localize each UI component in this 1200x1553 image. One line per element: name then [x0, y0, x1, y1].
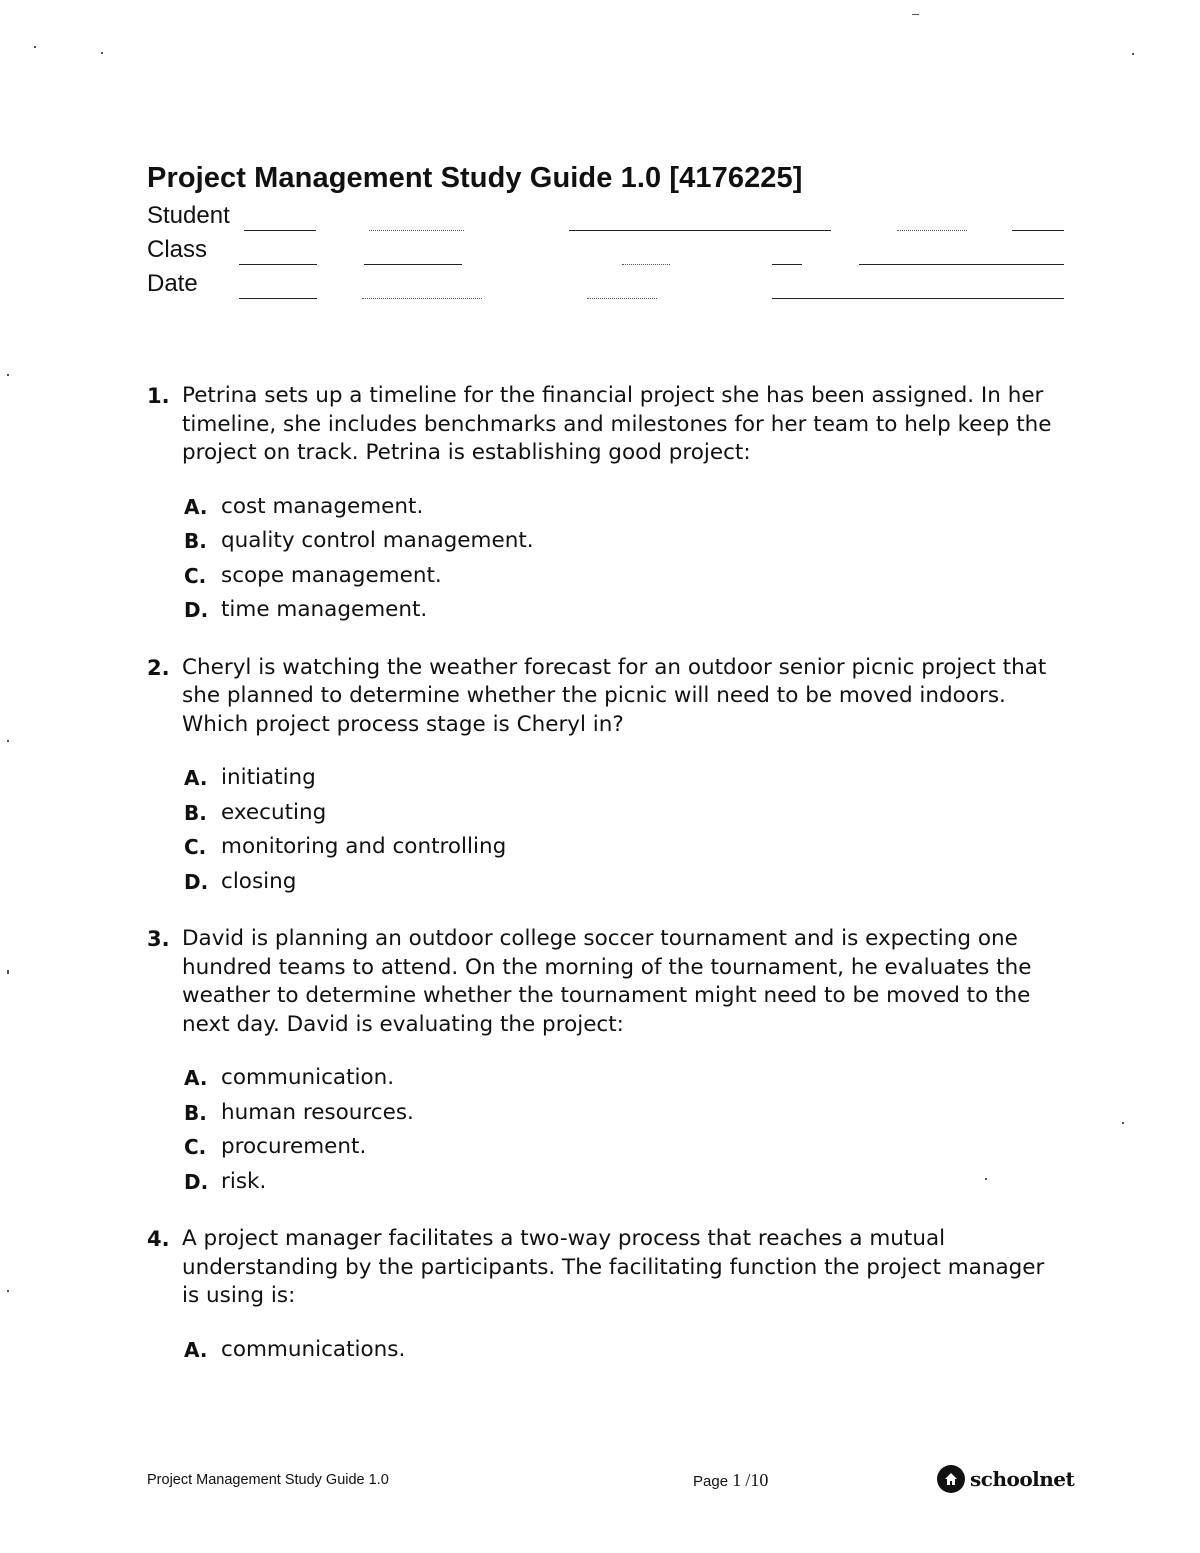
option-letter: A. — [184, 494, 208, 519]
question-text: Cheryl is watching the weather forecast for an outdoor senior picnic project that she planned to determine whether the picnic will need to be moved indoors. Which project process stage is Cheryl in? — [182, 654, 1047, 737]
scan-speck — [7, 374, 9, 376]
date-line-extra — [587, 298, 657, 299]
schoolnet-logo — [937, 1465, 1074, 1493]
page-label: Page — [693, 1473, 729, 1490]
option-text: closing — [221, 868, 297, 894]
page-title: Project Management Study Guide 1.0 [4176225] — [147, 162, 803, 194]
option-text: monitoring and controlling — [221, 834, 507, 859]
date-line-extra — [772, 298, 1064, 299]
student-line — [244, 230, 316, 231]
answer-options — [184, 490, 1067, 628]
class-line — [239, 264, 317, 265]
option-text: initiating — [221, 765, 316, 790]
class-label: Class — [147, 236, 208, 263]
option-text: risk. — [221, 1168, 267, 1194]
option-letter: A. — [184, 1337, 208, 1362]
scan-speck — [985, 1178, 987, 1180]
option-letter: B. — [184, 800, 207, 825]
class-line-extra — [364, 264, 462, 265]
date-label: Date — [147, 270, 198, 297]
page-total: 10 — [750, 1470, 769, 1490]
footer-document-title: Project Management Study Guide 1.0 — [147, 1472, 389, 1488]
option-text: cost management. — [221, 493, 424, 519]
student-label: Student — [147, 202, 230, 229]
student-line-extra — [1012, 230, 1064, 231]
date-field — [147, 270, 1067, 304]
question-4 — [147, 1225, 1067, 1367]
option-letter: B. — [184, 1100, 207, 1125]
answer-option — [184, 1130, 1067, 1165]
scan-speck — [7, 740, 9, 742]
option-letter: A. — [184, 766, 208, 790]
answer-option — [184, 796, 1067, 831]
option-text: procurement. — [221, 1134, 367, 1159]
brand-name: schoolnet — [970, 1467, 1075, 1491]
option-text: communications. — [221, 1336, 406, 1362]
option-text: executing — [221, 799, 327, 825]
answer-option — [184, 865, 1067, 900]
answer-options — [184, 1333, 1067, 1368]
option-text: time management. — [221, 597, 428, 622]
question-number: 4. — [147, 1227, 170, 1251]
class-line-extra — [622, 264, 670, 265]
student-line-extra — [897, 230, 967, 231]
question-3 — [147, 925, 1067, 1199]
page-separator: / — [745, 1470, 751, 1490]
scan-speck — [34, 46, 36, 48]
option-text: quality control management. — [221, 528, 534, 553]
question-2 — [147, 654, 1067, 900]
student-field — [147, 202, 1067, 236]
answer-option — [184, 1096, 1067, 1131]
option-text: scope management. — [221, 562, 442, 588]
answer-option — [184, 1165, 1067, 1200]
student-info-block — [147, 202, 1067, 304]
option-letter: D. — [184, 598, 209, 622]
answer-option — [184, 1061, 1067, 1096]
schoolnet-logo-icon — [937, 1465, 965, 1493]
option-letter: C. — [184, 1135, 207, 1159]
answer-option — [184, 830, 1067, 865]
student-line-extra — [369, 230, 464, 231]
option-letter: C. — [184, 563, 207, 588]
answer-option — [184, 490, 1067, 525]
answer-option — [184, 1333, 1067, 1368]
scan-speck — [1132, 53, 1134, 55]
option-letter: C. — [184, 835, 207, 859]
page-number — [693, 1470, 768, 1491]
scan-speck — [912, 14, 919, 15]
scan-speck — [101, 52, 103, 54]
date-line — [239, 298, 317, 299]
date-line-extra — [362, 298, 482, 299]
option-letter: D. — [184, 869, 209, 894]
answer-option — [184, 593, 1067, 628]
scan-speck — [7, 970, 9, 974]
page-current: 1 — [732, 1470, 742, 1490]
question-number: 2. — [147, 655, 170, 680]
student-line-extra — [569, 230, 831, 231]
answer-option — [184, 559, 1067, 594]
question-text: David is planning an outdoor college soccer tournament and is expecting one hundred teams to attend. On the morning of the tournament, he evaluates the weather to determine whether the tournament might need to be moved to the next day. David is evaluating the project: — [182, 926, 1032, 1037]
option-letter: A. — [184, 1066, 208, 1090]
answer-options — [184, 761, 1067, 899]
question-number: 3. — [147, 927, 170, 951]
class-line-extra — [772, 264, 802, 265]
answer-option — [184, 524, 1067, 559]
option-text: communication. — [221, 1065, 395, 1090]
answer-options — [184, 1061, 1067, 1199]
question-1 — [147, 382, 1067, 628]
question-text: Petrina sets up a timeline for the financial project she has been assigned. In her timeline, she includes benchmarks and milestones for her team to help keep the project on track. Petrina is establishing good project: — [182, 383, 1052, 465]
answer-option — [184, 761, 1067, 796]
house-icon — [943, 1471, 959, 1487]
option-letter: B. — [184, 529, 207, 553]
option-letter: D. — [184, 1169, 209, 1194]
option-text: human resources. — [221, 1099, 414, 1125]
scan-speck — [1122, 1122, 1124, 1124]
scan-speck — [7, 1290, 9, 1292]
class-line-extra — [859, 264, 1064, 265]
question-number: 1. — [147, 384, 170, 408]
question-list — [147, 382, 1067, 1393]
question-text: A project manager facilitates a two-way process that reaches a mutual understanding by the participants. The facilitating function the project manager is using is: — [182, 1226, 1045, 1308]
class-field — [147, 236, 1067, 270]
